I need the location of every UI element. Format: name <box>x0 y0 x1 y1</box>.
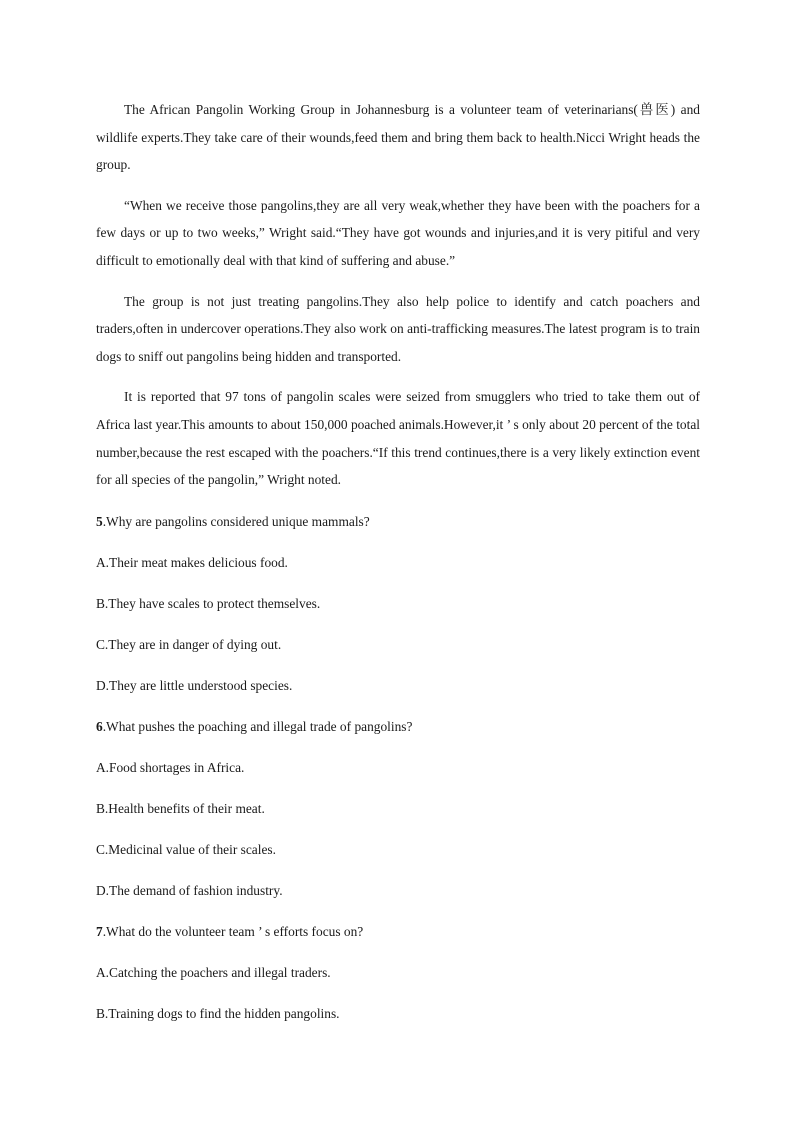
question-6-option-b: B.Health benefits of their meat. <box>96 801 265 816</box>
passage-paragraph-3: The group is not just treating pangolins.They also help police to identify and catch poachers and traders,often in undercover operations.They also work on anti-trafficking measures.The latest program is to train dogs to sniff out pangolins being hidden and transported. <box>96 293 700 364</box>
reading-passage <box>96 96 700 507</box>
question-text: .Why are pangolins considered unique mammals? <box>102 514 370 529</box>
question-6-option-d: D.The demand of fashion industry. <box>96 883 283 898</box>
question-5-option-d: D.They are little understood species. <box>96 678 293 693</box>
question-5-stem <box>96 507 700 548</box>
question-5-option-c: C.They are in danger of dying out. <box>96 637 282 652</box>
question-number: 5 <box>96 514 103 529</box>
question-7-stem <box>96 917 700 958</box>
question-7-option-b: B.Training dogs to find the hidden pangolins. <box>96 1006 340 1021</box>
question-5-option-b: B.They have scales to protect themselves. <box>96 596 321 611</box>
question-text: .What do the volunteer team ’ s efforts focus on? <box>102 924 364 939</box>
question-number: 7 <box>96 924 103 939</box>
question-6-option-a: A.Food shortages in Africa. <box>96 760 245 775</box>
question-5-option-a: A.Their meat makes delicious food. <box>96 555 288 570</box>
question-text: .What pushes the poaching and illegal trade of pangolins? <box>102 719 413 734</box>
question-6-option-c: C.Medicinal value of their scales. <box>96 842 276 857</box>
question-7-option-a: A.Catching the poachers and illegal traders. <box>96 965 331 980</box>
question-number: 6 <box>96 719 103 734</box>
question-list <box>96 507 700 1040</box>
passage-paragraph-4: It is reported that 97 tons of pangolin scales were seized from smugglers who tried to take them out of Africa last year.This amounts to about 150,000 poached animals.However,it ’ s only about 20 percent of the total number,because the rest escaped with the poachers.“If this trend continues,there is a very likely extinction event for all species of the pangolin,” Wright noted. <box>96 389 700 488</box>
passage-paragraph-1: The African Pangolin Working Group in Johannesburg is a volunteer team of veterinarians(兽医) and wildlife experts.They take care of their wounds,feed them and bring them back to health.Nicci Wright heads the group. <box>96 102 700 173</box>
question-6-stem <box>96 712 700 753</box>
passage-paragraph-2: “When we receive those pangolins,they are all very weak,whether they have been with the poachers for a few days or up to two weeks,” Wright said.“They have got wounds and injuries,and it is very pitiful and very difficult to emotionally deal with that kind of suffering and abuse.” <box>96 197 700 268</box>
